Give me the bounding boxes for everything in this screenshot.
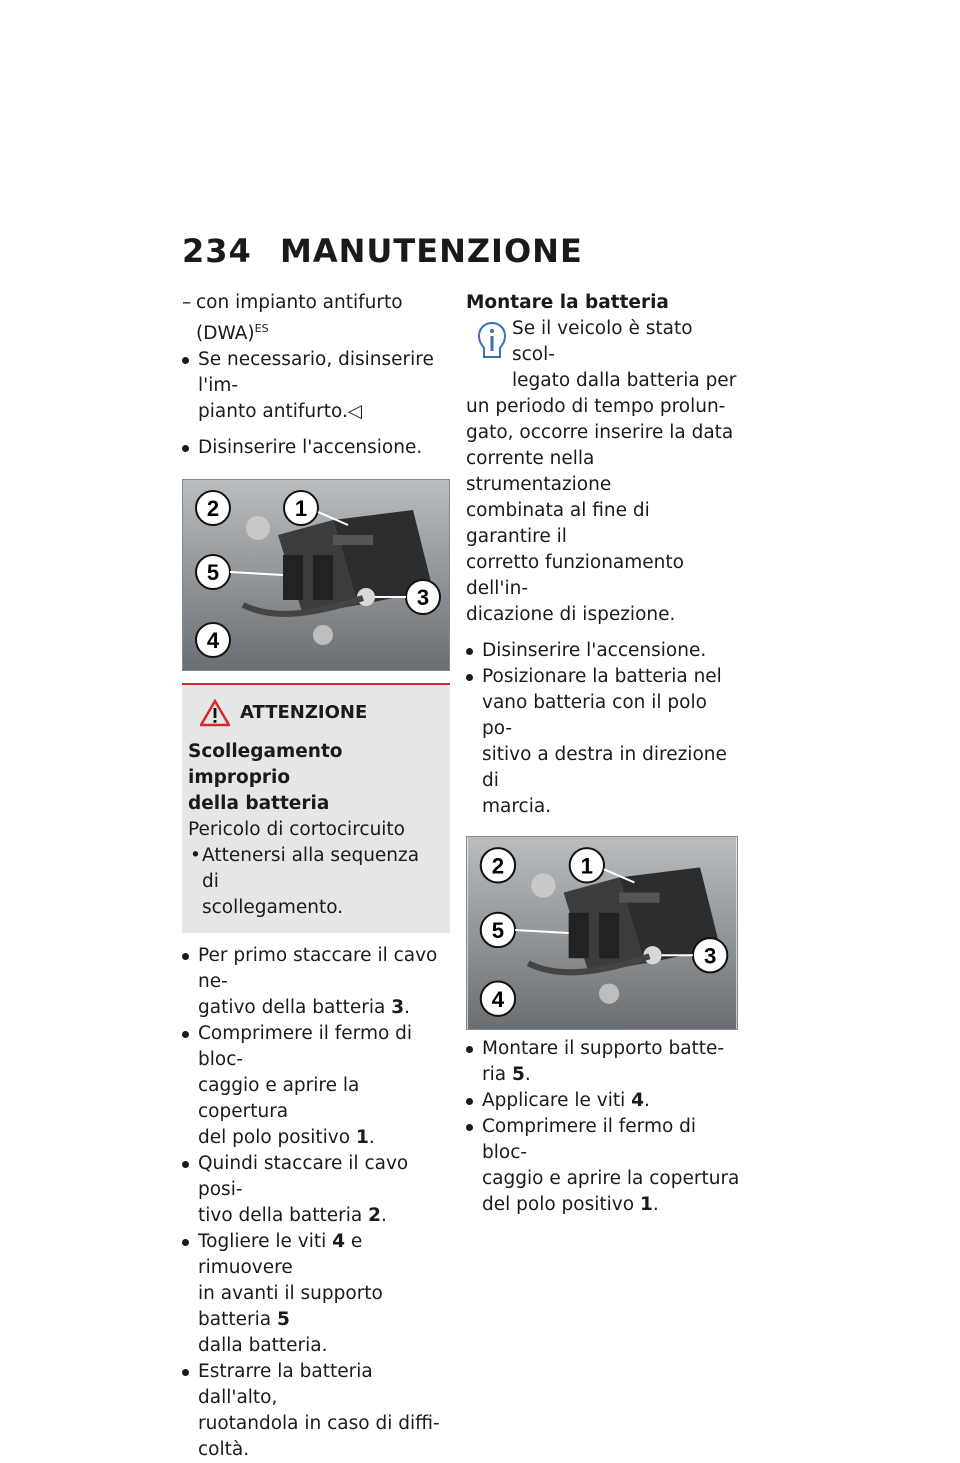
- section-heading: Montare la batteria: [466, 292, 669, 313]
- callout-label: 5: [206, 560, 220, 586]
- text-line: della batteria: [188, 793, 330, 815]
- callout-label: 3: [703, 943, 717, 969]
- list-item: [466, 1036, 740, 1088]
- list-item: [182, 1359, 450, 1463]
- end-mark-icon: ◁: [347, 401, 363, 423]
- bullet-icon: [182, 953, 189, 960]
- list-item-dwa: [182, 290, 450, 347]
- ref-number: 1: [639, 1194, 653, 1215]
- callout-label: 5: [491, 918, 505, 944]
- list-item: [466, 1088, 740, 1114]
- ref-number: 3: [391, 997, 405, 1019]
- callout-1: [284, 491, 318, 525]
- text-line: Applicare le viti: [482, 1090, 632, 1111]
- text-line: combinata al fine di garantire il: [466, 500, 650, 547]
- text-line: Attenersi alla sequenza di: [202, 845, 420, 893]
- text-line: Se il veicolo è stato scol-: [512, 318, 693, 365]
- info-icon: [476, 320, 508, 360]
- list-item: [466, 638, 740, 664]
- text-line: corretto funzionamento dell'in-: [466, 552, 684, 599]
- text-line: vano batteria con il polo po-: [482, 692, 707, 739]
- text-line: con impianto antifurto: [196, 292, 403, 313]
- bullet-icon: [182, 445, 189, 452]
- ref-number: 1: [355, 1127, 369, 1149]
- battery-figure: [182, 479, 450, 671]
- ref-number: 5: [511, 1064, 525, 1085]
- callout-2: [196, 491, 230, 525]
- battery-figure: [466, 836, 738, 1030]
- text-line: pianto antifurto.: [198, 401, 348, 423]
- text-line: dicazione di ispezione.: [466, 604, 676, 625]
- text-line: del polo positivo: [198, 1127, 356, 1149]
- text-line: del polo positivo: [482, 1194, 640, 1215]
- right-column: [466, 290, 740, 1218]
- text-line: corrente nella strumentazione: [466, 448, 612, 495]
- punct: .: [644, 1090, 650, 1111]
- warning-header: [200, 699, 440, 727]
- list-item: [182, 1229, 450, 1359]
- text-line: Per primo staccare il cavo ne-: [198, 945, 438, 993]
- section-title: MANUTENZIONE: [280, 232, 583, 270]
- text-line: Comprimere il fermo di bloc-: [198, 1023, 413, 1071]
- text-line: Disinserire l'accensione.: [482, 640, 707, 661]
- text-line: coltà.: [198, 1439, 250, 1461]
- callout-label: 4: [491, 986, 505, 1012]
- text-line: scollegamento.: [202, 897, 344, 919]
- bullet-icon: •: [190, 845, 201, 867]
- list-item: [182, 943, 450, 1021]
- ref-number: 4: [332, 1231, 345, 1253]
- warning-box: [182, 683, 450, 933]
- info-note: [466, 316, 740, 628]
- dash-marker: –: [182, 292, 192, 313]
- ref-number: 2: [368, 1205, 381, 1227]
- text-line: (DWA): [196, 323, 255, 345]
- list-item: [466, 664, 740, 820]
- text-line: Scollegamento improprio: [188, 741, 343, 789]
- text-line: caggio e aprire la copertura: [482, 1168, 740, 1189]
- text-line: Posizionare la batteria nel: [482, 666, 722, 687]
- callout-label: 2: [491, 853, 505, 879]
- text-line: ruotandola in caso di diffi-: [198, 1413, 440, 1435]
- list-item: [182, 1151, 450, 1229]
- callout-1: [570, 848, 604, 882]
- callout-label: 4: [206, 628, 220, 654]
- callout-4: [481, 982, 515, 1016]
- text-line: dalla batteria.: [198, 1335, 328, 1357]
- text-line: sitivo a destra in direzione di: [482, 744, 727, 791]
- es-badge: ES: [254, 322, 269, 335]
- warning-title: [188, 739, 440, 817]
- bullet-icon: [466, 648, 473, 655]
- list-item: [466, 1114, 740, 1218]
- warning-sub-item: [188, 843, 440, 921]
- bullet-icon: [182, 357, 189, 364]
- ref-number: 5: [276, 1309, 290, 1331]
- text-line: Estrarre la batteria dall'alto,: [198, 1361, 373, 1409]
- bullet-icon: [182, 1161, 189, 1168]
- text-line: legato dalla batteria per: [512, 370, 737, 391]
- bullet-icon: [182, 1239, 189, 1246]
- punct: .: [404, 997, 410, 1019]
- text-line: Comprimere il fermo di bloc-: [482, 1116, 697, 1163]
- bullet-icon: [466, 1098, 473, 1105]
- text-line: ria: [482, 1064, 512, 1085]
- text-line: gativo della batteria: [198, 997, 392, 1019]
- text-line: e rimuovere: [198, 1231, 363, 1279]
- punct: .: [652, 1194, 659, 1215]
- callout-3: [406, 580, 440, 614]
- callout-label: 2: [206, 496, 220, 522]
- text-line: Montare il supporto batte-: [482, 1038, 725, 1059]
- page-number: 234: [182, 232, 252, 270]
- text-line: un periodo di tempo prolun-: [466, 396, 726, 417]
- ref-number: 4: [631, 1090, 645, 1111]
- punct: .: [524, 1064, 531, 1085]
- list-item: [182, 347, 450, 425]
- text-line: in avanti il supporto batteria: [198, 1283, 383, 1331]
- bullet-icon: [182, 1031, 189, 1038]
- warning-heading: ATTENZIONE: [240, 702, 368, 724]
- warning-text: Pericolo di cortocircuito: [188, 819, 406, 841]
- warning-triangle-icon: [200, 699, 230, 727]
- bullet-icon: [182, 1369, 189, 1376]
- bullet-icon: [466, 1124, 473, 1131]
- callout-5: [481, 913, 515, 947]
- list-item: [182, 435, 450, 461]
- callout-5: [196, 555, 230, 589]
- punct: .: [380, 1205, 387, 1227]
- text-line: caggio e aprire la copertura: [198, 1075, 360, 1123]
- bullet-icon: [466, 1046, 473, 1053]
- left-column: [182, 290, 450, 1463]
- callout-2: [481, 848, 515, 882]
- text-line: tivo della batteria: [198, 1205, 369, 1227]
- text-line: Quindi staccare il cavo posi-: [198, 1153, 409, 1201]
- callout-label: 3: [416, 585, 430, 611]
- text-line: Disinserire l'accensione.: [198, 437, 423, 459]
- bullet-icon: [466, 674, 473, 681]
- callout-4: [196, 623, 230, 657]
- text-line: marcia.: [482, 796, 552, 817]
- page-header: [182, 232, 583, 270]
- list-item: [182, 1021, 450, 1151]
- callout-3: [693, 938, 727, 972]
- callout-label: 1: [294, 496, 308, 522]
- text-line: Se necessario, disinserire l'im-: [198, 349, 434, 397]
- callout-label: 1: [580, 853, 594, 879]
- text-line: gato, occorre inserire la data: [466, 422, 734, 443]
- punct: .: [368, 1127, 375, 1149]
- text-line: Togliere le viti: [198, 1231, 333, 1253]
